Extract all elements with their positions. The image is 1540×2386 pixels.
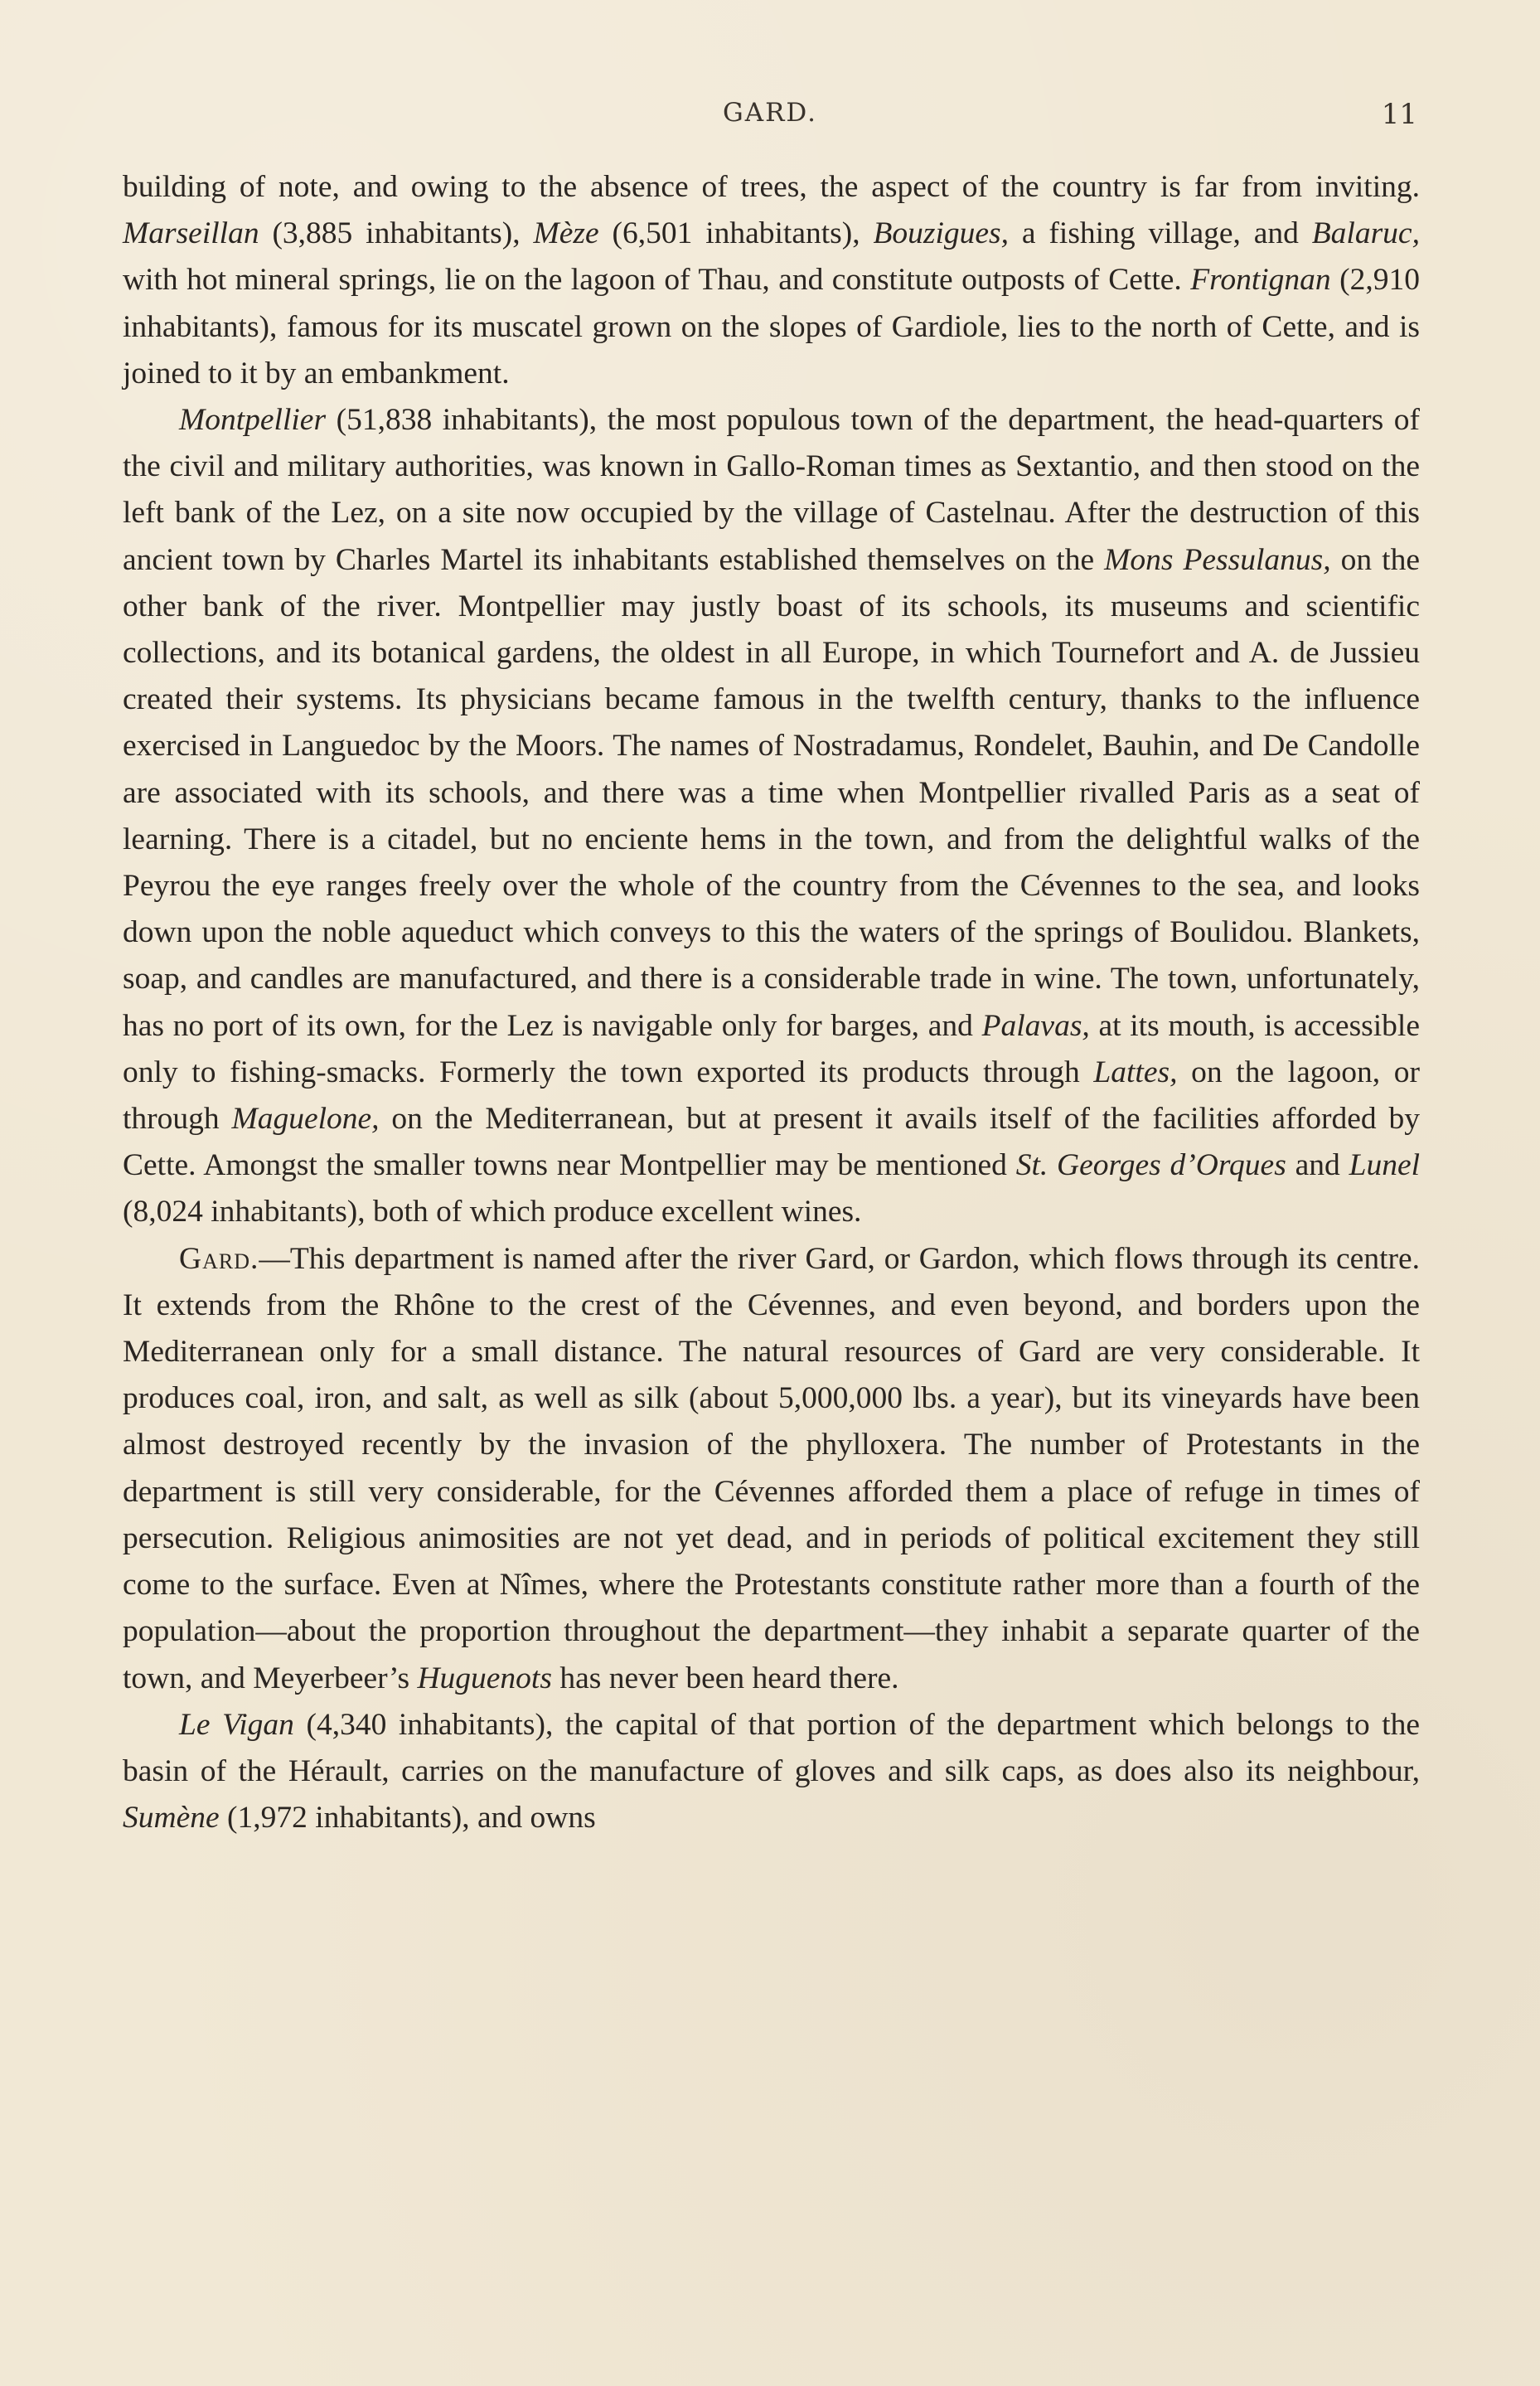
italic-name: Mèze [533,216,599,251]
text-run: on the other bank of the river. Montpellier may justly boast of its schools, its museums and scientific collections, and its botanical gardens, the oldest in all Europe, in which Tournefort and A. de Jussieu created their systems. Its physicians became famous in the twelfth century, thanks to the influence exercised in Languedoc by the Moors. The names of Nostradamus, Rondelet, Bauhin, and De Candolle are associated with its schools, and there was a time when Montpellier rivalled Paris as a seat of learning. There is a citadel, but no enciente hems in the town, and from the delightful walks of the Peyrou the eye ranges freely over the whole of the country from the Cévennes to the sea, and looks down upon the noble aqueduct which conveys to this the waters of the springs of Boulidou. Blankets, soap, and candles are manufactured, and there is a considerable trade in wine. The town, unfortunately, has no port of its own, for the Lez is navigable only for barges, and [123,542,1420,1043]
body-text [123,164,1420,1841]
text-run: (4,340 inhabitants), the capital of that portion of the department which belongs to the basin of the Hérault, carries on the manufacture of gloves and silk caps, as does also its neighbour, [123,1707,1420,1788]
italic-name: Lattes, [1093,1055,1178,1089]
section-heading-inline: Gard. [179,1241,259,1276]
text-run: a fishing village, and [1009,216,1312,251]
text-run: (8,024 inhabitants), both of which produce excellent wines. [123,1195,862,1229]
italic-name: Huguenots [417,1661,552,1695]
paragraph-le-vigan [123,1702,1420,1842]
italic-name: Palavas, [981,1008,1090,1043]
running-title: GARD. [722,98,818,128]
text-run: at its mouth, is accessible only to fishing-smacks. Formerly the town exported its products through [123,1008,1420,1089]
text-run: (6,501 inhabitants), [598,216,874,251]
text-run: has never been heard there. [551,1661,899,1695]
text-run: (51,838 inhabitants), the most populous town of the department, the head-quarters of the civil and military authorities, was known in Gallo-Roman times as Sextantio, and then stood on the left bank of the Lez, on a site now occupied by the village of Castelnau. After the destruction of this ancient town by Charles Martel its inhabitants established themselves on the [123,403,1420,577]
paragraph-bouzigues-frontignan [123,164,1420,397]
paragraph-montpellier [123,397,1420,1236]
text-run: (3,885 inhabitants), [259,216,534,251]
text-run: (1,972 inhabitants), and owns [219,1801,596,1836]
italic-name: Maguelone, [231,1102,380,1137]
text-run: on the lagoon, or through [123,1055,1420,1137]
italic-name: St. Georges d’Orques [1015,1148,1286,1183]
italic-name: Mons Pessulanus, [1104,542,1331,577]
page-number: 11 [1381,98,1417,131]
italic-name: Le Vigan [179,1707,294,1742]
paragraph-gard [123,1236,1420,1702]
text-run: building of note, and owing to the absence of trees, the aspect of the country is far from inviting. [123,170,1420,204]
text-run: (2,910 inhabitants), famous for its muscatel grown on the slopes of Gardiole, lies to the north of Cette, and is joined to it by an embankment. [123,263,1420,390]
italic-name: Bouzigues, [873,216,1010,251]
italic-name: Sumène [123,1801,220,1836]
text-run: with hot mineral springs, lie on the lagoon of Thau, and constitute outposts of Cette. [123,263,1191,298]
italic-name: Frontignan [1190,263,1331,298]
italic-name: Montpellier [179,403,327,438]
text-run: and [1286,1148,1349,1183]
text-run: on the Mediterranean, but at present it avails itself of the facilities afforded by Cette. Amongst the smaller towns near Montpellier may be mentioned [123,1102,1420,1183]
italic-name: Lunel [1349,1148,1421,1183]
italic-name: Balaruc, [1311,216,1420,251]
running-head [0,98,1540,131]
text-run: —This department is named after the river Gard, or Gardon, which flows through its centre. It extends from the Rhône to the crest of the Cévennes, and even beyond, and borders upon the Mediterranean only for a small distance. The natural resources of Gard are very considerable. It produces coal, iron, and salt, as well as silk (about 5,000,000 lbs. a year), but its vineyards have been almost destroyed recently by the invasion of the phylloxera. The number of Protestants in the department is still very considerable, for the Cévennes afforded them a place of refuge in times of persecution. Religious animosities are not yet dead, and in periods of political excitement they still come to the surface. Even at Nîmes, where the Protestants constitute rather more than a fourth of the population—about the proportion throughout the department—they inhabit a separate quarter of the town, and Meyerbeer’s [123,1241,1420,1695]
italic-name: Marseillan [123,216,259,251]
